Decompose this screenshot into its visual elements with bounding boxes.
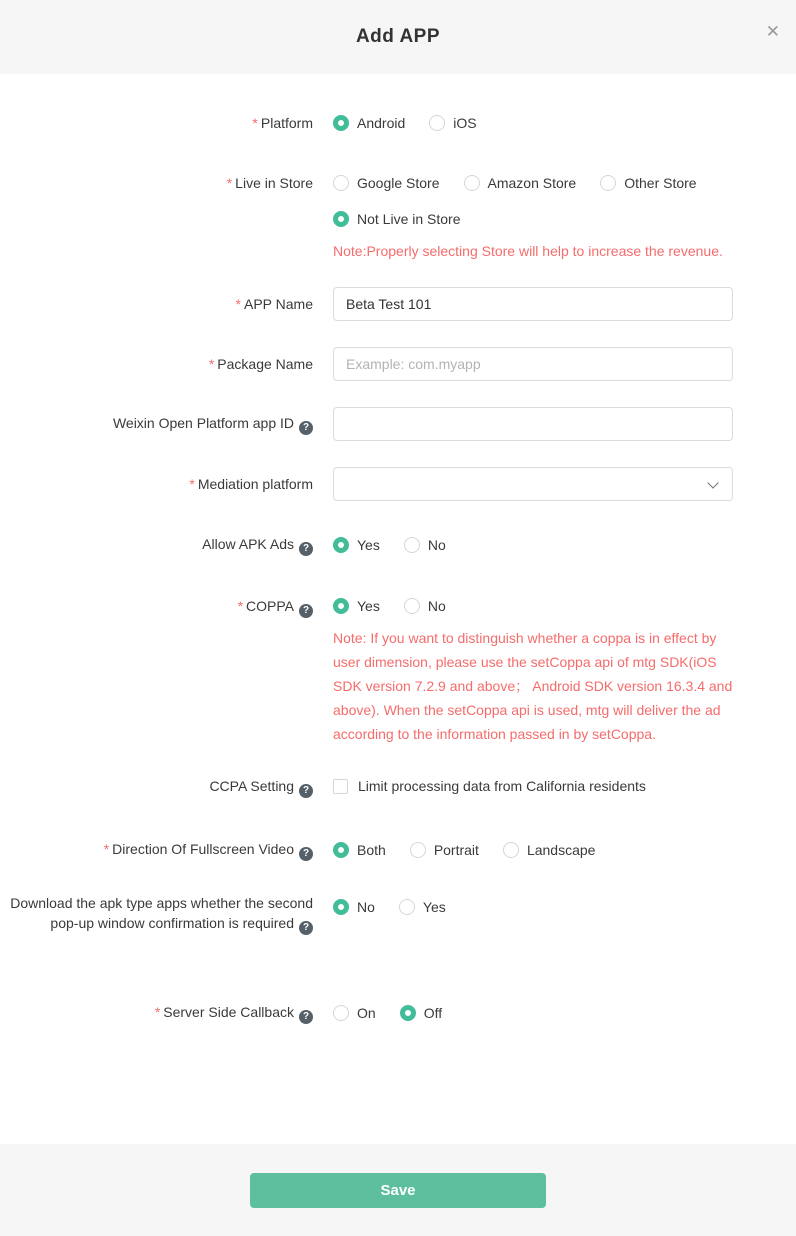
radio-icon [464,175,480,191]
platform-label: * Platform [252,115,313,131]
radio-icon [400,1005,416,1021]
radio-icon [410,842,426,858]
apk-confirm-label: Download the apk type apps whether the second pop-up window confirmation is required ? [10,894,313,933]
radio-icon [333,842,349,858]
coppa-note: Note: If you want to distinguish whether a coppa is in effect by user dimension, please use the setCoppa api of mtg SDK(iOS SDK version 7.2.9 and above； Android SDK version 16.3.4 and above). When the setCoppa api is used, mtg will deliver the ad according to the information passed in by setCoppa. [333,630,733,742]
store-note: Note:Properly selecting Store will help to increase the revenue. [333,243,723,259]
radio-option-android[interactable]: Android [333,113,405,133]
server-callback-radio-group [333,1003,733,1023]
store-radio-group [333,173,733,193]
server-callback-label: * Server Side Callback ? [0,1002,313,1024]
form-row-coppa [0,596,796,746]
weixin-app-id-input[interactable] [333,407,733,441]
package-name-input[interactable] [333,347,733,381]
help-icon[interactable]: ? [299,847,313,861]
radio-option-apk-ads-yes[interactable]: Yes [333,535,380,555]
live-in-store-label: * Live in Store [226,175,313,191]
dialog-footer [0,1144,796,1236]
required-asterisk: * [189,476,195,492]
radio-option-confirm-yes[interactable]: Yes [399,897,446,917]
form-row-allow-apk-ads [0,534,796,556]
required-asterisk: * [226,175,233,191]
radio-option-callback-off[interactable]: Off [400,1003,442,1023]
radio-icon [333,537,349,553]
save-button[interactable]: Save [250,1173,546,1208]
app-name-input[interactable] [333,287,733,321]
radio-option-both[interactable]: Both [333,840,386,860]
coppa-radio-group [333,596,733,616]
radio-option-callback-on[interactable]: On [333,1003,376,1023]
required-asterisk: * [208,356,215,372]
help-icon[interactable]: ? [299,784,313,798]
radio-icon [399,899,415,915]
platform-radio-group [333,113,733,133]
radio-option-amazon-store[interactable]: Amazon Store [464,173,577,193]
dialog-body [0,74,796,1144]
direction-radio-group [333,840,733,860]
app-name-label: * APP Name [235,296,313,312]
direction-label: * Direction Of Fullscreen Video ? [0,839,313,861]
close-icon[interactable]: ✕ [765,22,780,41]
help-icon[interactable]: ? [299,542,313,556]
radio-option-google-store[interactable]: Google Store [333,173,440,193]
allow-apk-ads-label: Allow APK Ads ? [0,534,313,556]
radio-icon [333,899,349,915]
help-icon[interactable]: ? [299,604,313,618]
radio-icon [503,842,519,858]
form-row-mediation-platform [0,467,796,501]
radio-icon [333,115,349,131]
mediation-platform-label: * Mediation platform [189,476,313,492]
help-icon[interactable]: ? [299,921,313,935]
radio-icon [600,175,616,191]
radio-icon [333,211,349,227]
allow-apk-ads-radio-group [333,535,733,555]
required-asterisk: * [235,296,241,312]
form-row-apk-confirm [0,893,796,935]
radio-option-coppa-yes[interactable]: Yes [333,596,380,616]
ccpa-checkbox[interactable] [333,776,646,796]
form-row-weixin-app-id [0,407,796,441]
weixin-app-id-label: Weixin Open Platform app ID ? [0,413,313,435]
radio-option-other-store[interactable]: Other Store [600,173,696,193]
page-title: Add APP [355,26,441,47]
form-row-ccpa-setting [0,776,796,799]
required-asterisk: * [252,115,258,131]
radio-icon [404,598,420,614]
help-icon[interactable]: ? [299,421,313,435]
radio-icon [333,1005,349,1021]
required-asterisk: * [103,840,110,857]
checkbox-icon [333,779,348,794]
chevron-down-icon [707,477,718,488]
radio-icon [333,598,349,614]
ccpa-checkbox-label: Limit processing data from California residents [358,778,646,794]
form-row-direction [0,839,796,861]
form-row-live-in-store [0,173,796,263]
radio-option-portrait[interactable]: Portrait [410,840,479,860]
package-name-label: * Package Name [208,356,313,372]
form-row-platform [0,113,796,133]
mediation-platform-select[interactable] [333,467,733,501]
radio-option-landscape[interactable]: Landscape [503,840,596,860]
store-radio-group-line2 [333,209,733,229]
radio-option-ios[interactable]: iOS [429,113,476,133]
radio-option-apk-ads-no[interactable]: No [404,535,446,555]
dialog-header [0,0,796,74]
radio-option-coppa-no[interactable]: No [404,596,446,616]
radio-icon [333,175,349,191]
form-row-app-name [0,287,796,321]
coppa-label: * COPPA ? [0,596,313,618]
form-row-package-name [0,347,796,381]
ccpa-setting-label: CCPA Setting ? [0,776,313,798]
apk-confirm-radio-group [333,893,733,917]
radio-icon [404,537,420,553]
form-row-server-callback [0,1002,796,1024]
radio-icon [429,115,445,131]
help-icon[interactable]: ? [299,1010,313,1024]
required-asterisk: * [237,598,244,614]
live-in-store-controls [333,173,733,263]
radio-option-not-live-in-store[interactable]: Not Live in Store [333,209,461,229]
required-asterisk: * [154,1003,161,1020]
radio-option-confirm-no[interactable]: No [333,897,375,917]
